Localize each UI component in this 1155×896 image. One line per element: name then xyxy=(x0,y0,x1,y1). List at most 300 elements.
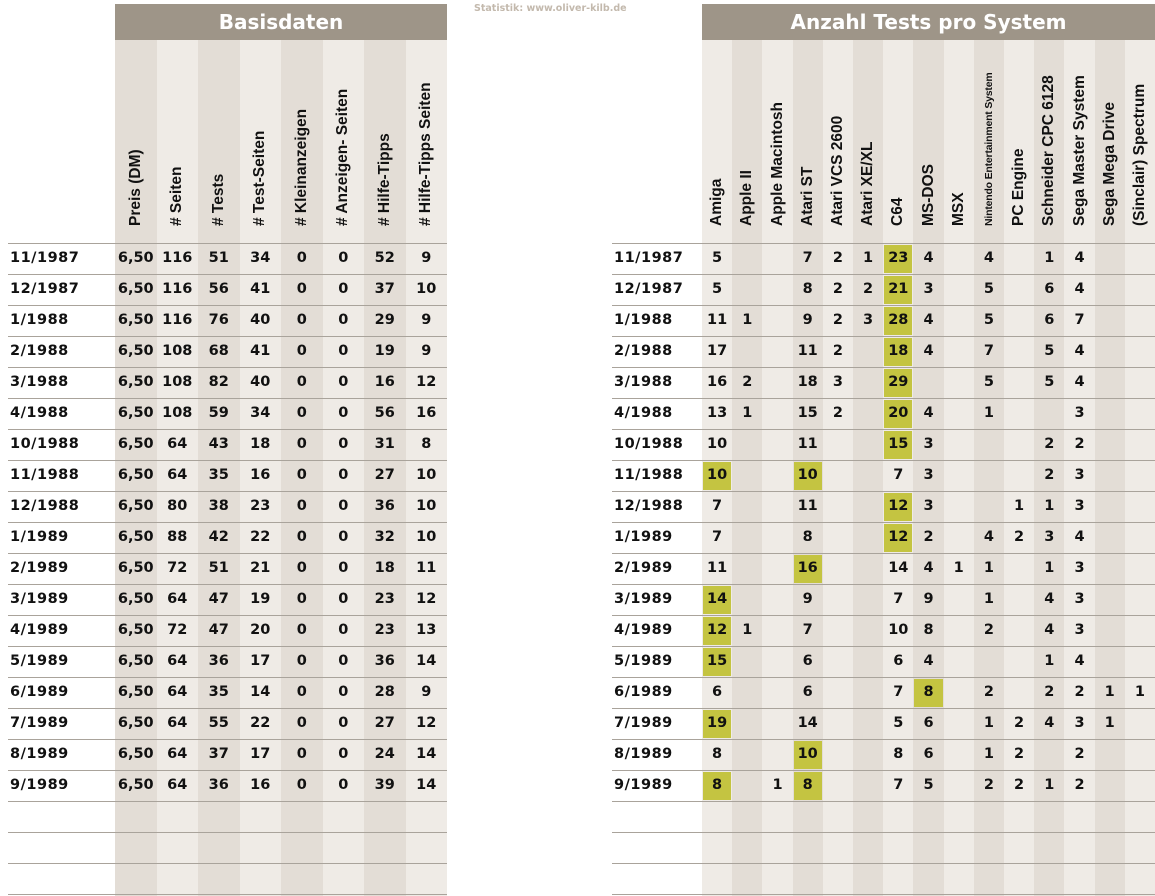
systeme-row-date: 2/1988 xyxy=(614,343,673,359)
basis-cell-value: 12 xyxy=(416,374,437,390)
systeme-cell-value xyxy=(823,429,853,460)
systeme-cell-value: 10 xyxy=(797,746,818,762)
systeme-cell-value xyxy=(1125,553,1155,584)
basis-cell-value: 82 xyxy=(208,374,229,390)
systeme-cell-value xyxy=(762,708,792,739)
systeme-cell-value xyxy=(1125,739,1155,770)
basis-cell-value: 10 xyxy=(416,467,437,483)
systeme-cell-value: 6 xyxy=(923,746,934,762)
basis-cell-value: 6,50 xyxy=(117,405,154,421)
systeme-cell-value xyxy=(823,553,853,584)
basis-cell-value: 0 xyxy=(296,498,307,514)
basis-cell-value: 18 xyxy=(250,436,271,452)
systeme-cell-value xyxy=(1125,522,1155,553)
systeme-cell-value xyxy=(732,243,762,274)
systeme-cell-value: 7 xyxy=(712,498,723,514)
systeme-cell-value xyxy=(732,584,762,615)
systeme-cell-value xyxy=(1125,460,1155,491)
systeme-cell-value: 6 xyxy=(802,684,813,700)
systeme-cell-value xyxy=(1095,646,1125,677)
systeme-cell-value xyxy=(1004,305,1034,336)
systeme-cell-value xyxy=(732,274,762,305)
systeme-cell-value xyxy=(1125,708,1155,739)
systeme-cell-value: 1 xyxy=(983,591,994,607)
basis-cell-value: 9 xyxy=(421,343,432,359)
systeme-cell-value xyxy=(823,739,853,770)
systeme-cell-value xyxy=(853,398,883,429)
systeme-row-date: 4/1988 xyxy=(614,405,673,421)
systeme-cell-value xyxy=(944,584,974,615)
basis-cell-value: 0 xyxy=(296,715,307,731)
systeme-cell-value xyxy=(1034,739,1064,770)
basis-row-date: 11/1988 xyxy=(10,467,80,483)
systeme-cell-value: 2 xyxy=(1044,684,1055,700)
basis-cell-value: 6,50 xyxy=(117,684,154,700)
systeme-cell-value xyxy=(1095,429,1125,460)
basis-cell-value: 29 xyxy=(374,312,395,328)
systeme-cell-value: 10 xyxy=(888,622,909,638)
systeme-cell-value: 7 xyxy=(983,343,994,359)
systeme-cell-value xyxy=(1095,553,1125,584)
systeme-cell-value: 4 xyxy=(1074,653,1085,669)
systeme-cell-value xyxy=(762,584,792,615)
systeme-cell-value: 4 xyxy=(1074,343,1085,359)
systeme-cell-value: 15 xyxy=(888,436,909,452)
basis-cell-value: 6,50 xyxy=(117,529,154,545)
basis-cell-value: 0 xyxy=(338,591,349,607)
basis-cell-value: 0 xyxy=(296,436,307,452)
basis-cell-value: 35 xyxy=(208,467,229,483)
systeme-cell-value: 2 xyxy=(832,405,843,421)
systeme-row-line xyxy=(612,832,1155,833)
systeme-cell-value xyxy=(823,522,853,553)
systeme-cell-value xyxy=(762,739,792,770)
systeme-cell-value: 2 xyxy=(1074,746,1085,762)
systeme-cell-value xyxy=(944,274,974,305)
systeme-cell-value xyxy=(1095,584,1125,615)
basis-cell-value: 19 xyxy=(250,591,271,607)
basis-cell-value: 6,50 xyxy=(117,560,154,576)
systeme-cell-value: 12 xyxy=(888,529,909,545)
systeme-cell-value: 3 xyxy=(1074,591,1085,607)
basis-row-date: 1/1989 xyxy=(10,529,69,545)
systeme-cell-value xyxy=(762,305,792,336)
basis-column-header: # Test-Seiten xyxy=(251,130,269,226)
systeme-cell-value: 8 xyxy=(923,684,934,700)
systeme-cell-value: 6 xyxy=(923,715,934,731)
systeme-cell-value xyxy=(1095,460,1125,491)
systeme-cell-value: 2 xyxy=(1014,746,1025,762)
basis-cell-value: 10 xyxy=(416,498,437,514)
systeme-cell-value xyxy=(1095,274,1125,305)
systeme-column-header: Nintendo Entertainment System xyxy=(982,72,995,226)
basis-cell-value: 64 xyxy=(167,653,188,669)
basis-row-date: 4/1988 xyxy=(10,405,69,421)
systeme-cell-value: 1 xyxy=(1104,684,1115,700)
basis-cell-value: 10 xyxy=(416,281,437,297)
basis-cell-value: 28 xyxy=(374,684,395,700)
basis-cell-value: 17 xyxy=(250,653,271,669)
systeme-cell-value xyxy=(944,708,974,739)
systeme-cell-value: 7 xyxy=(802,622,813,638)
systeme-cell-value: 1 xyxy=(742,405,753,421)
systeme-cell-value: 1 xyxy=(772,777,783,793)
systeme-cell-value xyxy=(853,491,883,522)
basis-cell-value: 0 xyxy=(338,746,349,762)
basis-cell-value: 64 xyxy=(167,467,188,483)
systeme-cell-value: 4 xyxy=(1044,715,1055,731)
systeme-cell-value: 8 xyxy=(712,777,723,793)
basis-column-header: # Kleinanzeigen xyxy=(292,108,310,226)
systeme-cell-value: 2 xyxy=(832,343,843,359)
basis-cell-value: 0 xyxy=(338,653,349,669)
systeme-cell-value: 18 xyxy=(797,374,818,390)
systeme-cell-value xyxy=(823,770,853,801)
basis-cell-value: 31 xyxy=(374,436,395,452)
basis-cell-value: 41 xyxy=(250,343,271,359)
systeme-cell-value xyxy=(762,460,792,491)
basis-cell-value: 34 xyxy=(250,405,271,421)
systeme-row-date: 3/1988 xyxy=(614,374,673,390)
basis-cell-value: 23 xyxy=(250,498,271,514)
systeme-cell-value: 8 xyxy=(923,622,934,638)
systeme-cell-value xyxy=(944,429,974,460)
basis-row-date: 12/1988 xyxy=(10,498,80,514)
systeme-cell-value: 4 xyxy=(923,343,934,359)
systeme-cell-value: 5 xyxy=(712,250,723,266)
systeme-cell-value: 29 xyxy=(888,374,909,390)
basis-row-date: 4/1989 xyxy=(10,622,69,638)
systeme-cell-value xyxy=(1004,429,1034,460)
systeme-cell-value: 1 xyxy=(1044,498,1055,514)
systeme-cell-value: 7 xyxy=(1074,312,1085,328)
systeme-cell-value: 4 xyxy=(1074,529,1085,545)
systeme-cell-value xyxy=(1004,243,1034,274)
systeme-cell-value: 2 xyxy=(832,250,843,266)
basis-cell-value: 0 xyxy=(338,560,349,576)
systeme-row-line xyxy=(612,801,1155,802)
systeme-row-date: 5/1989 xyxy=(614,653,673,669)
basis-cell-value: 108 xyxy=(162,405,193,421)
systeme-cell-value xyxy=(853,460,883,491)
systeme-cell-value: 18 xyxy=(888,343,909,359)
basis-cell-value: 68 xyxy=(208,343,229,359)
systeme-cell-value: 1 xyxy=(1044,560,1055,576)
systeme-cell-value: 2 xyxy=(832,281,843,297)
systeme-cell-value: 5 xyxy=(983,281,994,297)
basis-cell-value: 0 xyxy=(338,684,349,700)
systeme-cell-value xyxy=(1095,739,1125,770)
basis-cell-value: 56 xyxy=(374,405,395,421)
systeme-cell-value xyxy=(853,584,883,615)
basis-cell-value: 35 xyxy=(208,684,229,700)
basis-cell-value: 14 xyxy=(416,653,437,669)
systeme-column-header: Atari VCS 2600 xyxy=(828,115,846,226)
systeme-cell-value xyxy=(853,677,883,708)
systeme-cell-value xyxy=(1125,491,1155,522)
basis-cell-value: 0 xyxy=(338,622,349,638)
systeme-cell-value xyxy=(1095,398,1125,429)
systeme-cell-value xyxy=(1125,274,1155,305)
basis-title: Basisdaten xyxy=(115,4,447,40)
basis-cell-value: 10 xyxy=(416,529,437,545)
systeme-cell-value: 2 xyxy=(1014,715,1025,731)
systeme-cell-value xyxy=(944,646,974,677)
systeme-row-date: 7/1989 xyxy=(614,715,673,731)
basis-row-date: 8/1989 xyxy=(10,746,69,762)
systeme-cell-value: 7 xyxy=(893,591,904,607)
systeme-cell-value xyxy=(974,491,1004,522)
basis-row-date: 9/1989 xyxy=(10,777,69,793)
basis-cell-value: 39 xyxy=(374,777,395,793)
basis-cell-value: 6,50 xyxy=(117,250,154,266)
systeme-cell-value xyxy=(732,336,762,367)
basis-row-date: 5/1989 xyxy=(10,653,69,669)
systeme-cell-value xyxy=(732,708,762,739)
systeme-cell-value: 3 xyxy=(923,281,934,297)
systeme-cell-value xyxy=(853,770,883,801)
systeme-cell-value: 3 xyxy=(1074,622,1085,638)
basis-cell-value: 0 xyxy=(296,591,307,607)
systeme-cell-value xyxy=(1004,367,1034,398)
systeme-cell-value xyxy=(1095,770,1125,801)
systeme-column-header: (Sinclair) Spectrum xyxy=(1130,83,1148,226)
systeme-cell-value: 14 xyxy=(888,560,909,576)
basis-cell-value: 42 xyxy=(208,529,229,545)
systeme-cell-value: 2 xyxy=(1044,436,1055,452)
basis-cell-value: 32 xyxy=(374,529,395,545)
basis-cell-value: 18 xyxy=(374,560,395,576)
systeme-cell-value: 23 xyxy=(888,250,909,266)
basis-column-header: # Anzeigen- Seiten xyxy=(334,88,352,226)
basis-row-line xyxy=(8,801,447,802)
basis-cell-value: 36 xyxy=(374,653,395,669)
systeme-cell-value: 2 xyxy=(1074,684,1085,700)
systeme-cell-value xyxy=(1004,677,1034,708)
basis-row-line xyxy=(8,894,447,895)
basis-column-header: # Hilfe-Tipps Seiten xyxy=(417,82,435,226)
systeme-cell-value: 11 xyxy=(707,560,728,576)
systeme-cell-value: 5 xyxy=(893,715,904,731)
systeme-cell-value: 1 xyxy=(742,312,753,328)
basis-cell-value: 0 xyxy=(296,250,307,266)
basis-cell-value: 22 xyxy=(250,529,271,545)
systeme-cell-value xyxy=(1095,491,1125,522)
systeme-cell-value: 2 xyxy=(832,312,843,328)
systeme-row-date: 11/1987 xyxy=(614,250,684,266)
systeme-cell-value xyxy=(944,615,974,646)
systeme-cell-value: 9 xyxy=(923,591,934,607)
basis-cell-value: 0 xyxy=(296,281,307,297)
systeme-cell-value xyxy=(1004,398,1034,429)
systeme-cell-value xyxy=(853,739,883,770)
systeme-cell-value xyxy=(823,615,853,646)
basis-cell-value: 108 xyxy=(162,343,193,359)
basis-cell-value: 0 xyxy=(296,529,307,545)
basis-cell-value: 56 xyxy=(208,281,229,297)
systeme-cell-value: 1 xyxy=(1044,250,1055,266)
basis-cell-value: 34 xyxy=(250,250,271,266)
systeme-row-date: 9/1989 xyxy=(614,777,673,793)
basis-cell-value: 0 xyxy=(338,405,349,421)
systeme-column-header: Apple Macintosh xyxy=(768,101,786,226)
systeme-cell-value: 4 xyxy=(923,653,934,669)
systeme-cell-value xyxy=(1125,615,1155,646)
basis-cell-value: 0 xyxy=(338,715,349,731)
basis-cell-value: 64 xyxy=(167,436,188,452)
basis-cell-value: 0 xyxy=(296,560,307,576)
basis-cell-value: 0 xyxy=(296,312,307,328)
basis-cell-value: 36 xyxy=(208,653,229,669)
systeme-column-header: Sega Master System xyxy=(1070,75,1088,226)
basis-cell-value: 6,50 xyxy=(117,777,154,793)
systeme-cell-value: 2 xyxy=(1074,777,1085,793)
systeme-cell-value xyxy=(823,460,853,491)
basis-cell-value: 0 xyxy=(296,405,307,421)
systeme-cell-value: 5 xyxy=(1044,343,1055,359)
systeme-cell-value xyxy=(732,770,762,801)
systeme-cell-value: 10 xyxy=(707,467,728,483)
systeme-cell-value xyxy=(853,708,883,739)
basis-cell-value: 6,50 xyxy=(117,281,154,297)
systeme-row-line xyxy=(612,863,1155,864)
systeme-cell-value: 3 xyxy=(1074,560,1085,576)
systeme-row-date: 11/1988 xyxy=(614,467,684,483)
systeme-cell-value xyxy=(1034,398,1064,429)
systeme-cell-value: 5 xyxy=(983,374,994,390)
basis-cell-value: 37 xyxy=(374,281,395,297)
systeme-cell-value: 4 xyxy=(983,529,994,545)
systeme-cell-value xyxy=(1125,770,1155,801)
systeme-cell-value xyxy=(974,429,1004,460)
systeme-cell-value: 16 xyxy=(797,560,818,576)
systeme-row-date: 6/1989 xyxy=(614,684,673,700)
systeme-cell-value: 6 xyxy=(893,653,904,669)
basis-cell-value: 6,50 xyxy=(117,622,154,638)
basis-cell-value: 0 xyxy=(338,498,349,514)
systeme-cell-value: 11 xyxy=(797,436,818,452)
systeme-cell-value xyxy=(944,522,974,553)
basis-cell-value: 36 xyxy=(208,777,229,793)
systeme-cell-value xyxy=(944,305,974,336)
systeme-cell-value xyxy=(1004,336,1034,367)
basis-column-header: # Seiten xyxy=(168,166,186,226)
basis-cell-value: 116 xyxy=(162,312,193,328)
basis-row-date: 11/1987 xyxy=(10,250,80,266)
systeme-cell-value xyxy=(1125,243,1155,274)
systeme-cell-value xyxy=(1004,615,1034,646)
systeme-cell-value: 10 xyxy=(797,467,818,483)
systeme-cell-value xyxy=(853,429,883,460)
systeme-cell-value: 4 xyxy=(1044,591,1055,607)
basis-cell-value: 38 xyxy=(208,498,229,514)
basis-cell-value: 27 xyxy=(374,467,395,483)
systeme-cell-value: 2 xyxy=(1014,529,1025,545)
systeme-cell-value: 2 xyxy=(1044,467,1055,483)
basis-cell-value: 11 xyxy=(416,560,437,576)
systeme-cell-value: 4 xyxy=(1044,622,1055,638)
systeme-cell-value: 2 xyxy=(923,529,934,545)
systeme-column-header: Schneider CPC 6128 xyxy=(1040,75,1058,226)
systeme-row-date: 1/1989 xyxy=(614,529,673,545)
systeme-cell-value xyxy=(823,708,853,739)
basis-column-header: # Hilfe-Tipps xyxy=(375,133,393,226)
basis-row-date: 6/1989 xyxy=(10,684,69,700)
systeme-cell-value: 1 xyxy=(983,715,994,731)
systeme-cell-value: 3 xyxy=(1074,467,1085,483)
systeme-cell-value: 5 xyxy=(712,281,723,297)
systeme-cell-value: 5 xyxy=(983,312,994,328)
systeme-cell-value: 14 xyxy=(797,715,818,731)
basis-cell-value: 52 xyxy=(374,250,395,266)
systeme-cell-value: 5 xyxy=(1044,374,1055,390)
systeme-cell-value: 9 xyxy=(802,591,813,607)
systeme-cell-value: 3 xyxy=(923,436,934,452)
basis-cell-value: 64 xyxy=(167,746,188,762)
systeme-cell-value: 4 xyxy=(1074,374,1085,390)
systeme-cell-value: 7 xyxy=(802,250,813,266)
basis-cell-value: 0 xyxy=(338,281,349,297)
basis-cell-value: 16 xyxy=(250,777,271,793)
systeme-cell-value xyxy=(823,584,853,615)
systeme-cell-value: 9 xyxy=(802,312,813,328)
systeme-cell-value xyxy=(762,429,792,460)
systeme-cell-value: 4 xyxy=(923,405,934,421)
basis-cell-value: 20 xyxy=(250,622,271,638)
basis-cell-value: 6,50 xyxy=(117,498,154,514)
basis-row-date: 7/1989 xyxy=(10,715,69,731)
systeme-cell-value xyxy=(974,460,1004,491)
basis-cell-value: 116 xyxy=(162,281,193,297)
systeme-cell-value xyxy=(1125,646,1155,677)
systeme-cell-value: 17 xyxy=(707,343,728,359)
systeme-cell-value xyxy=(1095,367,1125,398)
basis-cell-value: 0 xyxy=(296,746,307,762)
basis-cell-value: 6,50 xyxy=(117,653,154,669)
systeme-cell-value xyxy=(944,367,974,398)
systeme-cell-value: 19 xyxy=(707,715,728,731)
basis-cell-value: 76 xyxy=(208,312,229,328)
systeme-cell-value xyxy=(853,367,883,398)
systeme-column-header: C64 xyxy=(889,197,907,226)
basis-cell-value: 80 xyxy=(167,498,188,514)
basis-cell-value: 72 xyxy=(167,560,188,576)
basis-cell-value: 0 xyxy=(338,529,349,545)
systeme-cell-value xyxy=(762,274,792,305)
basis-cell-value: 0 xyxy=(296,622,307,638)
systeme-cell-value xyxy=(1125,398,1155,429)
basis-cell-value: 0 xyxy=(296,343,307,359)
systeme-cell-value: 4 xyxy=(983,250,994,266)
systeme-cell-value: 12 xyxy=(888,498,909,514)
basis-cell-value: 14 xyxy=(250,684,271,700)
systeme-cell-value xyxy=(944,336,974,367)
systeme-cell-value xyxy=(732,460,762,491)
systeme-cell-value xyxy=(762,615,792,646)
systeme-cell-value: 3 xyxy=(923,498,934,514)
systeme-row-date: 4/1989 xyxy=(614,622,673,638)
basis-cell-value: 16 xyxy=(250,467,271,483)
systeme-cell-value xyxy=(762,677,792,708)
systeme-cell-value: 4 xyxy=(923,312,934,328)
basis-cell-value: 36 xyxy=(374,498,395,514)
basis-cell-value: 0 xyxy=(338,250,349,266)
basis-cell-value: 23 xyxy=(374,622,395,638)
basis-cell-value: 64 xyxy=(167,777,188,793)
systeme-cell-value: 1 xyxy=(742,622,753,638)
systeme-cell-value xyxy=(762,553,792,584)
systeme-row-date: 10/1988 xyxy=(614,436,684,452)
